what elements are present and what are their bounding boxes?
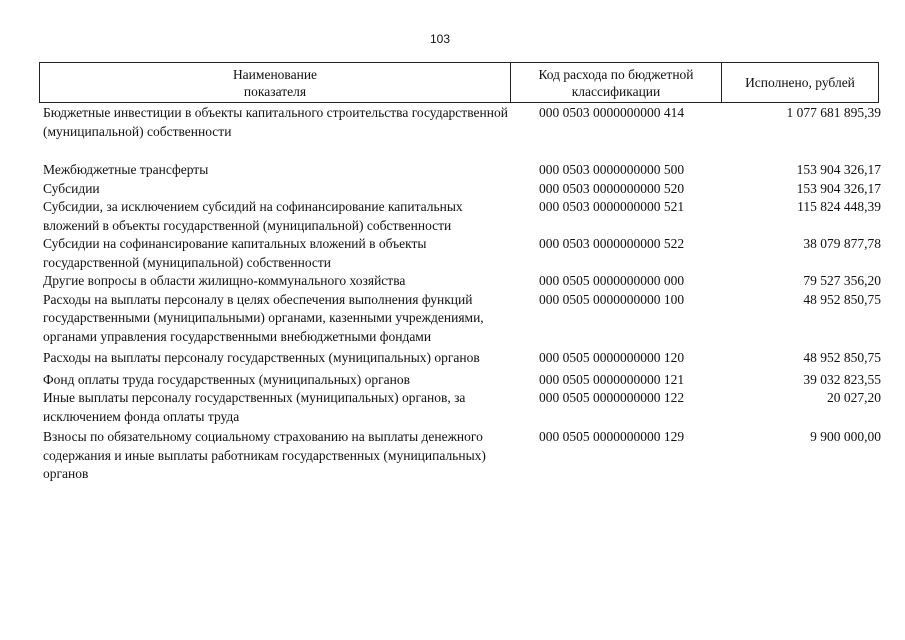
row-code: 000 0505 0000000000 100	[539, 291, 685, 307]
row-name: Фонд оплаты труда государственных (муниципальных) органов	[43, 371, 410, 387]
table-row	[43, 235, 881, 272]
row-name: Расходы на выплаты персоналу в целях обеспечения выполнения функций государственными (муниципальными) органами, казенными учреждениями, органами управления государственными внебюджетными фондами	[43, 291, 484, 344]
header-code-text: Код расхода по бюджетной классификации	[538, 66, 694, 99]
row-code: 000 0505 0000000000 120	[539, 350, 685, 365]
row-name: Бюджетные инвестиции в объекты капитального строительства государственной (муниципальной) собственности	[43, 105, 508, 139]
row-name: Иные выплаты персоналу государственных (муниципальных) органов, за исключением фонда оплаты труда	[43, 390, 466, 424]
row-amount: 48 952 850,75	[803, 350, 881, 365]
row-name: Субсидии на софинансирование капитальных вложений в объекты государственной (муниципальной) собственности	[43, 236, 427, 270]
table-row	[43, 104, 881, 141]
row-name: Расходы на выплаты персоналу государственных (муниципальных) органов	[43, 350, 480, 365]
row-amount: 39 032 823,55	[803, 371, 881, 387]
table-row	[43, 428, 881, 484]
table-header	[39, 62, 879, 103]
row-amount: 38 079 877,78	[803, 236, 881, 251]
header-name-text: Наименование показателя	[232, 66, 318, 99]
table-row	[43, 291, 881, 347]
row-code: 000 0503 0000000000 500	[539, 162, 685, 177]
header-code	[511, 63, 722, 102]
row-amount: 79 527 356,20	[803, 273, 881, 288]
table-body	[43, 104, 881, 484]
row-amount: 1 077 681 895,39	[786, 105, 881, 120]
row-code: 000 0503 0000000000 522	[539, 236, 685, 251]
row-code: 000 0505 0000000000 000	[539, 273, 685, 288]
header-amount	[722, 63, 878, 102]
row-amount: 115 824 448,39	[797, 199, 881, 214]
row-code: 000 0505 0000000000 121	[539, 371, 685, 387]
row-code: 000 0503 0000000000 521	[539, 199, 685, 214]
row-amount: 48 952 850,75	[803, 291, 881, 307]
row-code: 000 0505 0000000000 129	[539, 429, 685, 444]
page-number: 103	[429, 32, 451, 46]
table-row	[43, 389, 881, 426]
row-name: Субсидии	[43, 180, 100, 196]
table-row	[43, 198, 881, 235]
table-row	[43, 349, 881, 368]
row-name: Межбюджетные трансферты	[43, 162, 209, 177]
row-name: Субсидии, за исключением субсидий на софинансирование капитальных вложений в объекты государственной (муниципальной) собственности	[43, 199, 463, 233]
row-amount: 20 027,20	[827, 390, 881, 405]
row-code: 000 0505 0000000000 122	[539, 390, 685, 405]
header-amount-text: Исполнено, рублей	[745, 75, 855, 90]
table-row	[43, 161, 881, 180]
row-code: 000 0503 0000000000 414	[539, 105, 685, 120]
row-amount: 9 900 000,00	[810, 429, 881, 444]
row-amount: 153 904 326,17	[796, 180, 881, 196]
table-row	[43, 180, 881, 199]
row-code: 000 0503 0000000000 520	[539, 180, 685, 196]
row-name: Взносы по обязательному социальному страхованию на выплаты денежного содержания и иные выплаты работникам государственных (муниципальных) органов	[43, 429, 486, 481]
header-name	[40, 63, 511, 102]
row-name: Другие вопросы в области жилищно-коммунального хозяйства	[43, 273, 406, 288]
table-row	[43, 371, 881, 390]
row-amount: 153 904 326,17	[796, 162, 881, 177]
table-row	[43, 272, 881, 291]
